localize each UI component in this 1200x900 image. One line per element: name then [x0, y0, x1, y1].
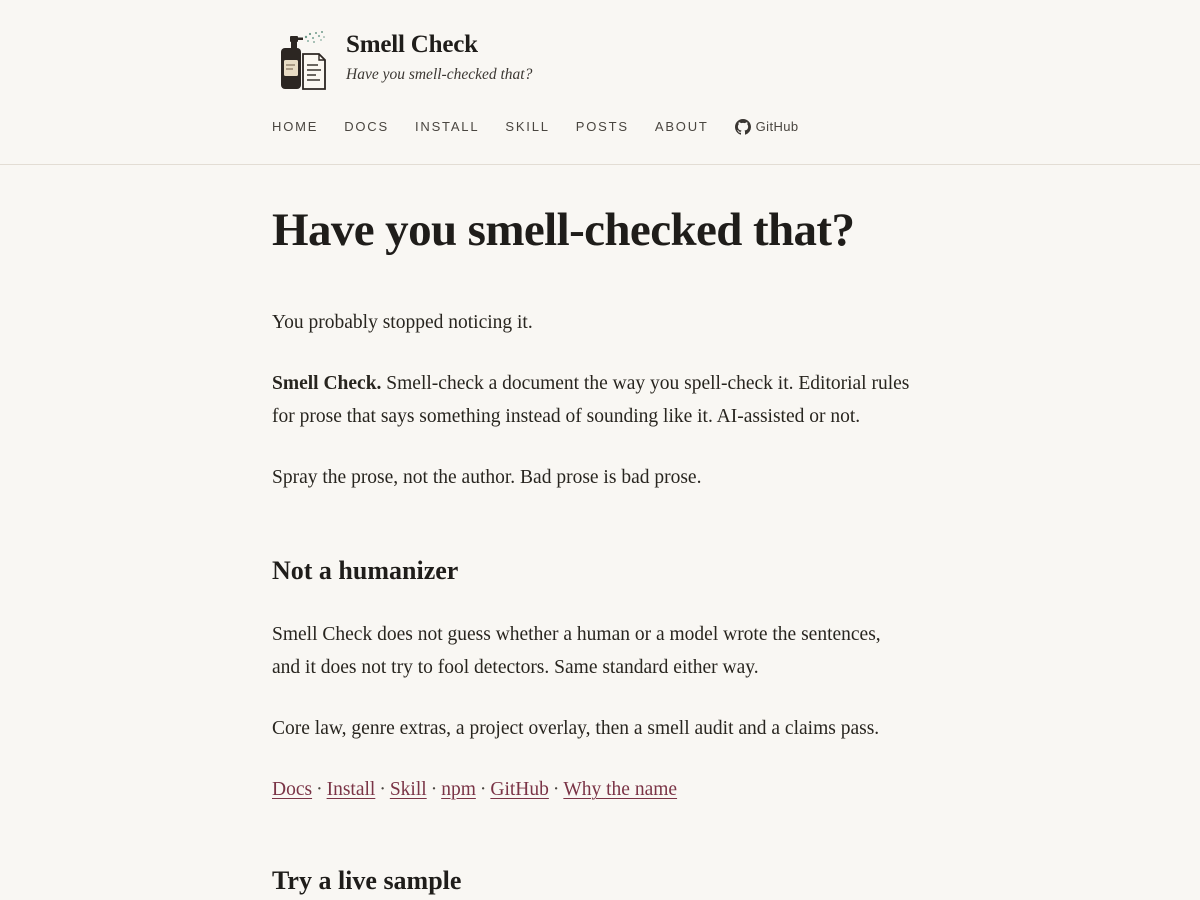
nav-skill-link[interactable]: SKILL [505, 119, 550, 134]
lead-paragraph: You probably stopped noticing it. [272, 312, 533, 334]
link-docs[interactable]: Docs [272, 779, 313, 801]
github-icon [735, 119, 751, 135]
site-brand-link[interactable] [278, 28, 532, 90]
intro-text: Smell-check a document the way you spell-check it. Editorial rules for prose that says something instead of sounding like it. AI-assisted or not. [272, 373, 910, 428]
link-skill[interactable]: Skill [389, 779, 427, 801]
spray-bottle-logo-icon [278, 28, 328, 90]
section-paragraph-2: Core law, genre extras, a project overlay, then a smell audit and a claims pass. [272, 718, 880, 740]
quick-links [272, 773, 912, 806]
link-separator: · [479, 779, 487, 801]
section-heading-next: Try a live sample [272, 866, 462, 896]
github-link-label: GitHub [755, 119, 799, 134]
intro-strong: Smell Check. [272, 373, 382, 395]
main-nav [272, 119, 825, 135]
link-npm[interactable]: npm [441, 779, 476, 801]
nav-docs-link[interactable]: DOCS [344, 119, 389, 134]
nav-posts-link[interactable]: POSTS [575, 119, 629, 134]
link-separator: · [430, 779, 438, 801]
brand-text [346, 28, 532, 84]
nav-github-link[interactable] [735, 119, 799, 135]
link-separator: · [552, 779, 560, 801]
section-paragraph-1: Smell Check does not guess whether a human or a model wrote the sentences, and it does not try to fool detectors. Same standard either way. [272, 624, 881, 679]
spray-paragraph: Spray the prose, not the author. Bad prose is bad prose. [272, 467, 702, 489]
link-separator: · [379, 779, 386, 801]
link-why-the-name[interactable]: Why the name [563, 779, 678, 801]
main-content [272, 200, 912, 898]
link-install[interactable]: Install [326, 779, 376, 801]
site-header [0, 0, 1200, 165]
link-github[interactable]: GitHub [490, 779, 549, 801]
site-title: Smell Check [346, 31, 478, 58]
nav-home-link[interactable]: HOME [272, 119, 319, 134]
section-heading-not-a-humanizer: Not a humanizer [272, 556, 459, 586]
site-tagline: Have you smell-checked that? [346, 66, 533, 84]
intro-paragraph [272, 367, 912, 433]
page-heading: Have you smell-checked that? [272, 204, 855, 256]
link-separator: · [316, 779, 323, 801]
nav-install-link[interactable]: INSTALL [414, 119, 480, 134]
nav-about-link[interactable]: ABOUT [654, 119, 709, 134]
